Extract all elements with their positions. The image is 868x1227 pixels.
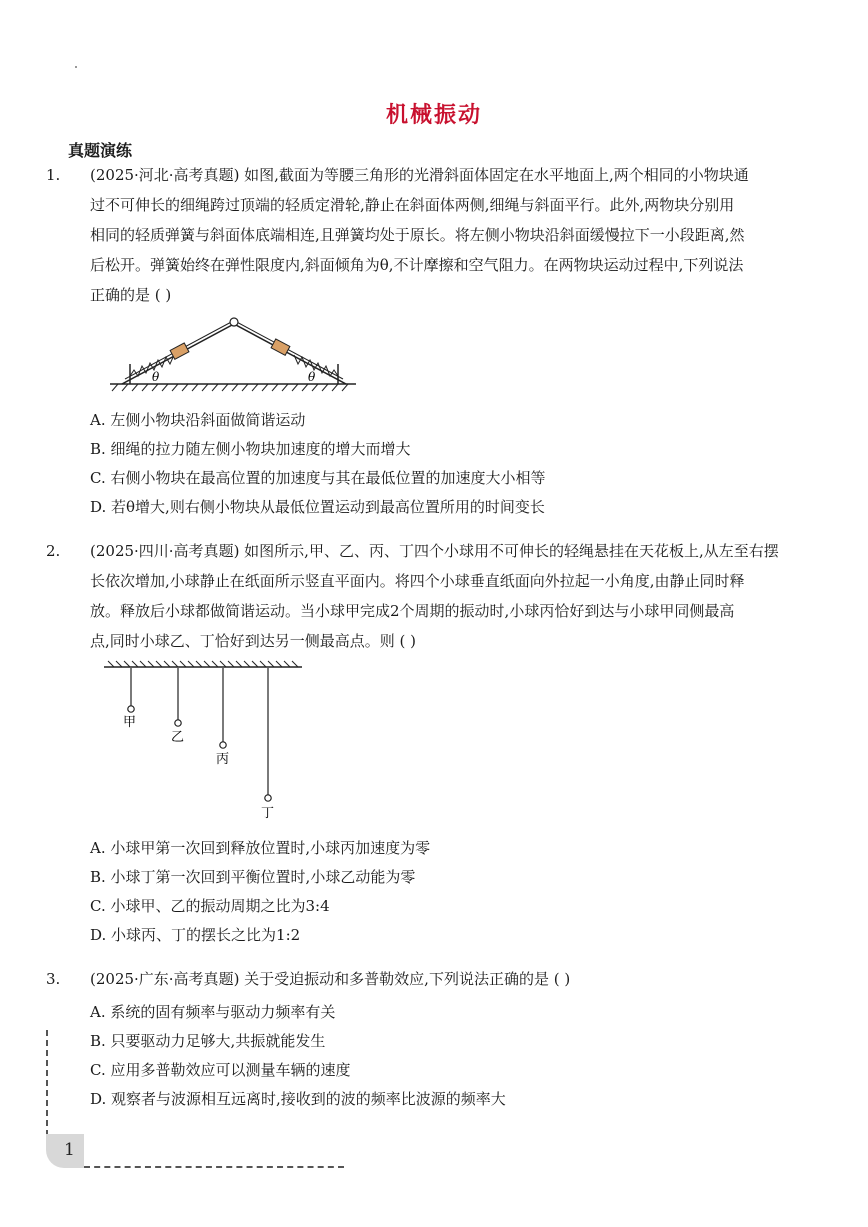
option-d[interactable]: D. 小球丙、丁的摆长之比为1:2 [90,926,301,944]
option-a[interactable]: A. 小球甲第一次回到释放位置时,小球丙加速度为零 [90,839,431,857]
ball-label-ding: 丁 [261,806,275,821]
question-line: (2025·广东·高考真题) 关于受迫振动和多普勒效应,下列说法正确的是 ( ) [90,970,571,988]
option-b[interactable]: B. 只要驱动力足够大,共振就能发生 [90,1032,326,1050]
ball-label-yi: 乙 [171,730,185,745]
question-line: 后松开。弹簧始终在弹性限度内,斜面倾角为θ,不计摩擦和空气阻力。在两物块运动过程中,下列说法 [90,256,744,274]
option-a[interactable]: A. 系统的固有频率与驱动力频率有关 [90,1003,336,1021]
option-d[interactable]: D. 观察者与波源相互远离时,接收到的波的频率比波源的频率大 [90,1090,506,1108]
option-c[interactable]: C. 小球甲、乙的振动周期之比为3:4 [90,897,330,915]
section-heading: 真题演练 [68,141,133,160]
option-c[interactable]: C. 应用多普勒效应可以测量车辆的速度 [90,1061,351,1079]
options-q1 [90,406,545,522]
question-3 [46,964,808,994]
options-q2 [90,834,430,950]
question-1 [46,160,808,310]
question-line: (2025·四川·高考真题) 如图所示,甲、乙、丙、丁四个小球用不可伸长的轻绳悬挂在天花板上,从左至右摆 [90,542,779,560]
option-a[interactable]: A. 左侧小物块沿斜面做简谐运动 [90,411,306,429]
page-title: 机械振动 [385,103,482,128]
ball-label-bing: 丙 [216,752,230,767]
dashed-border [46,1030,48,1136]
question-line: 放。释放后小球都做简谐运动。当小球甲完成2个周期的振动时,小球丙恰好到达与小球甲同侧最高 [90,602,735,620]
question-2 [46,536,808,656]
options-q3 [90,998,506,1114]
corner-mark [75,66,77,68]
question-line: 相同的轻质弹簧与斜面体底端相连,且弹簧均处于原长。将左侧小物块沿斜面缓慢拉下一小段距离,然 [90,226,745,244]
ball-label-jia: 甲 [123,715,137,730]
option-c[interactable]: C. 右侧小物块在最高位置的加速度与其在最低位置的加速度大小相等 [90,469,546,487]
pendulum-figure [100,658,310,828]
angle-label: θ [308,370,316,384]
question-line: 点,同时小球乙、丁恰好到达另一侧最高点。则 ( ) [90,632,417,650]
angle-label: θ [152,370,160,384]
option-b[interactable]: B. 小球丁第一次回到平衡位置时,小球乙动能为零 [90,868,416,886]
option-d[interactable]: D. 若θ增大,则右侧小物块从最低位置运动到最高位置所用的时间变长 [90,498,545,516]
question-number: 2. [46,542,61,560]
question-number: 3. [46,970,61,988]
page-number-tab [46,1134,84,1168]
question-line: (2025·河北·高考真题) 如图,截面为等腰三角形的光滑斜面体固定在水平地面上,两个相同的小物块通 [90,166,749,184]
option-b[interactable]: B. 细绳的拉力随左侧小物块加速度的增大而增大 [90,440,411,458]
question-line: 正确的是 ( ) [90,286,172,304]
question-line: 过不可伸长的细绳跨过顶端的轻质定滑轮,静止在斜面体两侧,细绳与斜面平行。此外,两物块分别用 [90,196,735,214]
question-line: 长依次增加,小球静止在纸面所示竖直平面内。将四个小球垂直纸面向外拉起一小角度,由静止同时释 [90,572,745,590]
incline-figure [108,316,360,396]
page-number: 1 [64,1140,75,1160]
question-number: 1. [46,166,61,184]
dashed-border [84,1166,344,1168]
